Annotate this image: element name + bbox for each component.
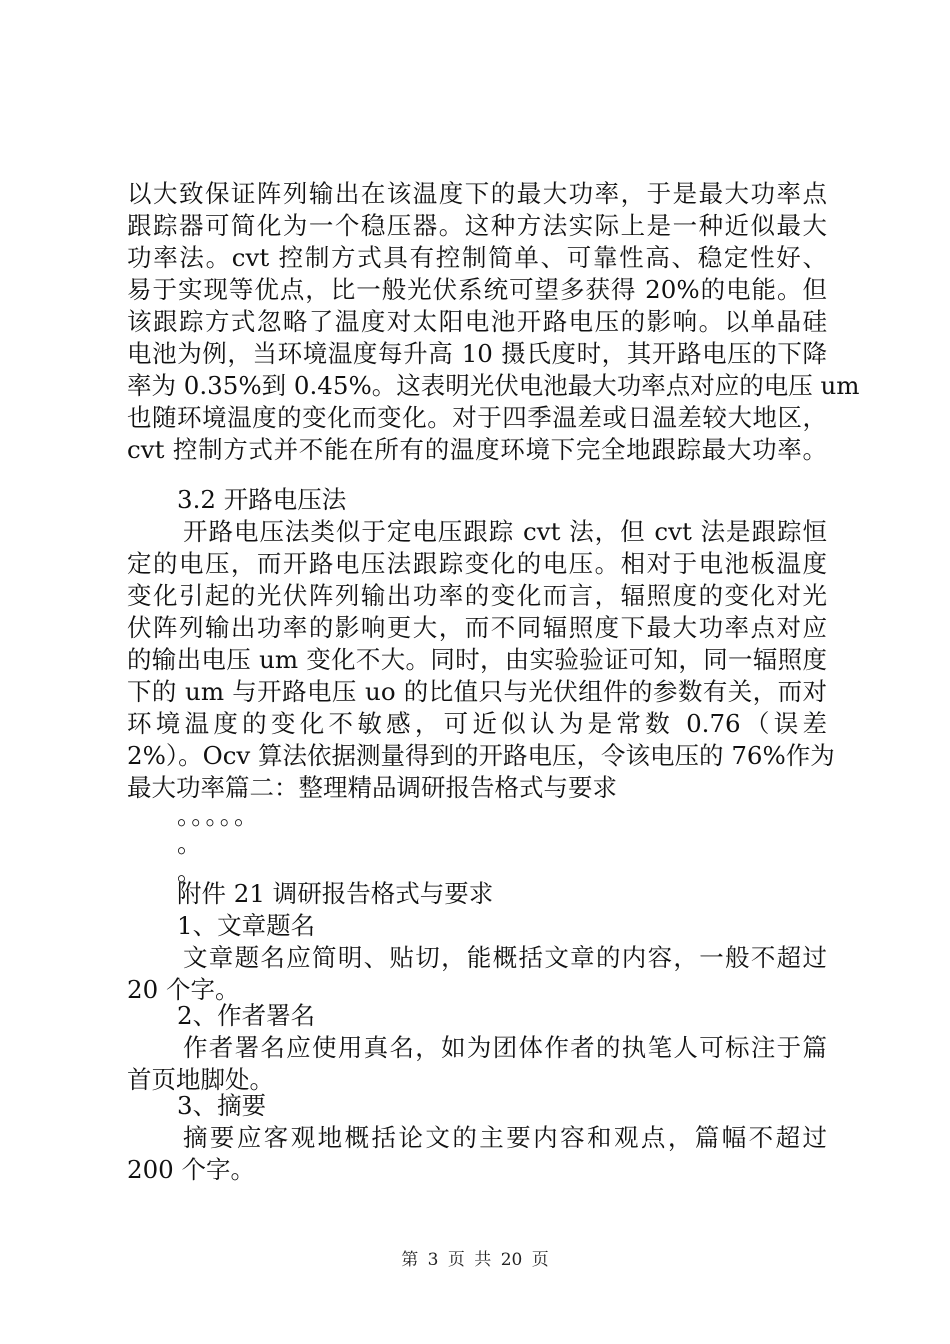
- body-line: 该跟踪方式忽略了温度对太阳电池开路电压的影响。以单晶硅: [127, 307, 827, 336]
- section-line: 变化引起的光伏阵列输出功率的变化而言，辐照度的变化对光: [127, 581, 827, 610]
- item-line: 20 个字。: [127, 975, 240, 1004]
- body-line: cvt 控制方式并不能在所有的温度环境下完全地跟踪最大功率。: [127, 435, 827, 464]
- attachment-title: 附件 21 调研报告格式与要求: [177, 879, 494, 908]
- body-line: 易于实现等优点，比一般光伏系统可望多获得 20%的电能。但: [127, 275, 827, 304]
- section-line: 最大功率篇二：整理精品调研报告格式与要求: [127, 773, 617, 802]
- body-line: 跟踪器可简化为一个稳压器。这种方法实际上是一种近似最大: [127, 211, 827, 240]
- item-line: 作者署名应使用真名，如为团体作者的执笔人可标注于篇: [183, 1033, 827, 1062]
- ellipsis-dot: 。: [177, 829, 202, 858]
- body-line: 也随环境温度的变化而变化。对于四季温差或日温差较大地区，: [127, 403, 827, 432]
- item-line: 摘要应客观地概括论文的主要内容和观点，篇幅不超过: [183, 1123, 827, 1152]
- section-line: 定的电压，而开路电压法跟踪变化的电压。相对于电池板温度: [127, 549, 827, 578]
- item-heading: 3、摘要: [177, 1091, 267, 1120]
- section-line: 开路电压法类似于定电压跟踪 cvt 法，但 cvt 法是跟踪恒: [183, 517, 827, 546]
- section-line: 2%）。Ocv 算法依据测量得到的开路电压，令该电压的 76%作为: [127, 741, 835, 770]
- section-line: 下的 um 与开路电压 uo 的比值只与光伏组件的参数有关，而对: [127, 677, 827, 706]
- item-line: 首页地脚处。: [127, 1065, 274, 1094]
- section-heading: 3.2 开路电压法: [177, 485, 347, 514]
- item-line: 文章题名应简明、贴切，能概括文章的内容，一般不超过: [183, 943, 827, 972]
- item-heading: 2、作者署名: [177, 1001, 316, 1030]
- body-line: 电池为例，当环境温度每升高 10 摄氏度时，其开路电压的下降: [127, 339, 827, 368]
- page-footer: 第 3 页 共 20 页: [401, 1250, 549, 1270]
- ellipsis-dots: 。。。。。: [177, 801, 261, 830]
- item-heading: 1、文章题名: [177, 911, 316, 940]
- body-line: 率为 0.35%到 0.45%。这表明光伏电池最大功率点对应的电压 um: [127, 371, 860, 400]
- ellipsis-dot: 。: [177, 857, 202, 886]
- section-line: 环境温度的变化不敏感，可近似认为是常数 0.76（误差: [127, 709, 827, 738]
- item-line: 200 个字。: [127, 1155, 256, 1184]
- section-line: 伏阵列输出功率的影响更大，而不同辐照度下最大功率点对应: [127, 613, 827, 642]
- body-line: 功率法。cvt 控制方式具有控制简单、可靠性高、稳定性好、: [127, 243, 827, 272]
- body-line: 以大致保证阵列输出在该温度下的最大功率，于是最大功率点: [127, 179, 827, 208]
- section-line: 的输出电压 um 变化不大。同时，由实验验证可知，同一辐照度: [127, 645, 827, 674]
